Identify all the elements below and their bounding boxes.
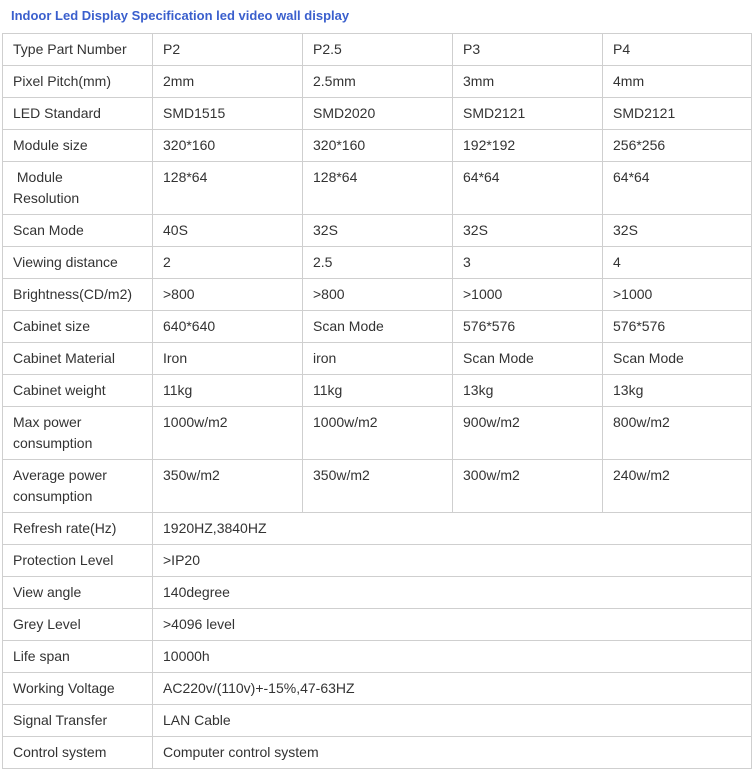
value-cell: 11kg <box>153 375 303 407</box>
value-cell: >800 <box>153 279 303 311</box>
table-row <box>3 407 752 460</box>
row-label-cell: Module size <box>3 130 153 162</box>
row-label-cell: Control system <box>3 737 153 769</box>
value-cell: 2 <box>153 247 303 279</box>
value-cell: 13kg <box>453 375 603 407</box>
value-cell: 10000h <box>153 641 752 673</box>
value-cell: 320*160 <box>303 130 453 162</box>
table-row <box>3 737 752 769</box>
value-cell: 320*160 <box>153 130 303 162</box>
value-cell: iron <box>303 343 453 375</box>
row-label-cell: Working Voltage <box>3 673 153 705</box>
header-model-cell: P3 <box>453 34 603 66</box>
header-model-cell: P4 <box>603 34 752 66</box>
row-label-cell: LED Standard <box>3 98 153 130</box>
value-cell: 2.5mm <box>303 66 453 98</box>
value-cell: 350w/m2 <box>153 460 303 513</box>
row-label-cell: Protection Level <box>3 545 153 577</box>
table-row <box>3 98 752 130</box>
table-row <box>3 513 752 545</box>
value-cell: 800w/m2 <box>603 407 752 460</box>
table-row <box>3 705 752 737</box>
value-cell: 640*640 <box>153 311 303 343</box>
value-cell: 1000w/m2 <box>303 407 453 460</box>
table-row <box>3 66 752 98</box>
table-row <box>3 375 752 407</box>
value-cell: 3 <box>453 247 603 279</box>
row-label-cell: Cabinet Material <box>3 343 153 375</box>
value-cell: 13kg <box>603 375 752 407</box>
value-cell: 576*576 <box>603 311 752 343</box>
row-label-cell: Module Resolution <box>3 162 153 215</box>
value-cell: 300w/m2 <box>453 460 603 513</box>
row-label-cell: Average power consumption <box>3 460 153 513</box>
page-title: Indoor Led Display Specification led video wall display <box>11 8 350 23</box>
value-cell: 40S <box>153 215 303 247</box>
row-label-cell: Pixel Pitch(mm) <box>3 66 153 98</box>
table-row <box>3 609 752 641</box>
row-label-cell: Cabinet weight <box>3 375 153 407</box>
value-cell: 4 <box>603 247 752 279</box>
table-row <box>3 215 752 247</box>
row-label-cell: View angle <box>3 577 153 609</box>
value-cell: 350w/m2 <box>303 460 453 513</box>
value-cell: 576*576 <box>453 311 603 343</box>
value-cell: 128*64 <box>153 162 303 215</box>
value-cell: >800 <box>303 279 453 311</box>
table-row <box>3 130 752 162</box>
value-cell: 900w/m2 <box>453 407 603 460</box>
value-cell: 64*64 <box>453 162 603 215</box>
value-cell: Scan Mode <box>303 311 453 343</box>
value-cell: Scan Mode <box>603 343 752 375</box>
row-label-cell: Grey Level <box>3 609 153 641</box>
value-cell: SMD2121 <box>453 98 603 130</box>
value-cell: >4096 level <box>153 609 752 641</box>
value-cell: 1000w/m2 <box>153 407 303 460</box>
value-cell: 1920HZ,3840HZ <box>153 513 752 545</box>
value-cell: 128*64 <box>303 162 453 215</box>
value-cell: Computer control system <box>153 737 752 769</box>
header-model-cell: P2 <box>153 34 303 66</box>
value-cell: >IP20 <box>153 545 752 577</box>
value-cell: 240w/m2 <box>603 460 752 513</box>
row-label-cell: Refresh rate(Hz) <box>3 513 153 545</box>
table-row <box>3 279 752 311</box>
value-cell: 32S <box>453 215 603 247</box>
header-label-cell: Type Part Number <box>3 34 153 66</box>
value-cell: 4mm <box>603 66 752 98</box>
value-cell: >1000 <box>603 279 752 311</box>
row-label-cell: Signal Transfer <box>3 705 153 737</box>
value-cell: SMD1515 <box>153 98 303 130</box>
spec-table <box>2 33 752 769</box>
table-row <box>3 641 752 673</box>
value-cell: 192*192 <box>453 130 603 162</box>
row-label-cell: Viewing distance <box>3 247 153 279</box>
value-cell: 11kg <box>303 375 453 407</box>
value-cell: >1000 <box>453 279 603 311</box>
value-cell: 140degree <box>153 577 752 609</box>
table-row <box>3 311 752 343</box>
table-row <box>3 247 752 279</box>
row-label-cell: Life span <box>3 641 153 673</box>
value-cell: 32S <box>603 215 752 247</box>
value-cell: 3mm <box>453 66 603 98</box>
value-cell: AC220v/(110v)+-15%,47-63HZ <box>153 673 752 705</box>
value-cell: 32S <box>303 215 453 247</box>
row-label-cell: Scan Mode <box>3 215 153 247</box>
row-label-cell: Brightness(CD/m2) <box>3 279 153 311</box>
value-cell: Iron <box>153 343 303 375</box>
table-row <box>3 545 752 577</box>
value-cell: LAN Cable <box>153 705 752 737</box>
value-cell: 2mm <box>153 66 303 98</box>
value-cell: 64*64 <box>603 162 752 215</box>
value-cell: Scan Mode <box>453 343 603 375</box>
header-model-cell: P2.5 <box>303 34 453 66</box>
value-cell: SMD2121 <box>603 98 752 130</box>
value-cell: 256*256 <box>603 130 752 162</box>
row-label-cell: Max power consumption <box>3 407 153 460</box>
table-header-row <box>3 34 752 66</box>
value-cell: SMD2020 <box>303 98 453 130</box>
table-row <box>3 343 752 375</box>
table-row <box>3 577 752 609</box>
table-row <box>3 162 752 215</box>
table-row <box>3 460 752 513</box>
table-row <box>3 673 752 705</box>
row-label-cell: Cabinet size <box>3 311 153 343</box>
value-cell: 2.5 <box>303 247 453 279</box>
